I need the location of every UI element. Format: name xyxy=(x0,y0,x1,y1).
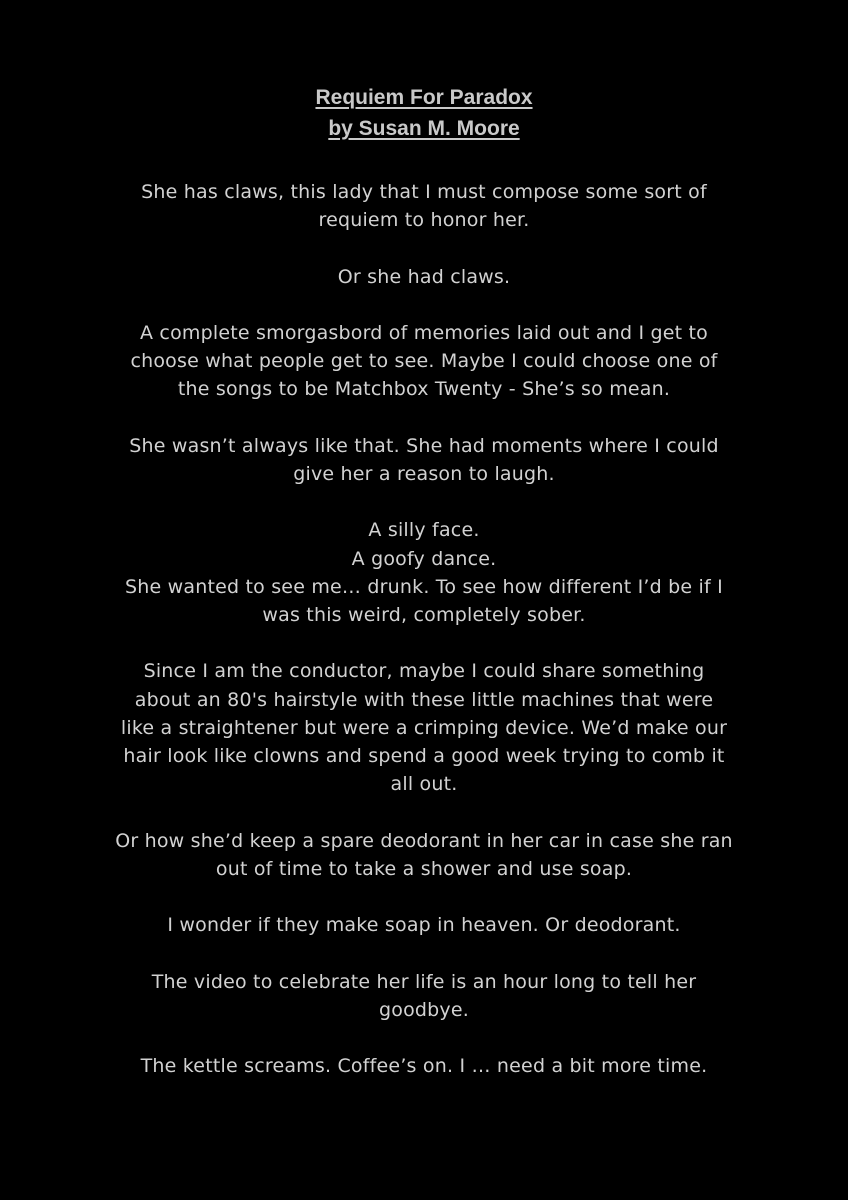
document-byline: by Susan M. Moore xyxy=(328,117,520,140)
text-line: goodbye. xyxy=(378,998,469,1021)
text-line: give her a reason to laugh. xyxy=(293,462,555,485)
text-line: Since I am the conductor, maybe I could share something xyxy=(143,660,705,683)
text-line: Or she had claws. xyxy=(337,265,511,288)
text-line: Or how she’d keep a spare deodorant in her car in case she ran xyxy=(115,829,733,852)
paragraph-8 xyxy=(100,911,748,939)
text-line: requiem to honor her. xyxy=(318,209,530,232)
paragraph-1 xyxy=(100,178,748,234)
text-line: She wanted to see me… drunk. To see how different I’d be if I xyxy=(125,575,723,598)
text-line: out of time to take a shower and use soap. xyxy=(215,857,633,880)
text-line: hair look like clowns and spend a good week trying to comb it xyxy=(123,744,725,767)
text-line: all out. xyxy=(390,773,458,796)
paragraph-10 xyxy=(100,1052,748,1080)
text-line: She wasn’t always like that. She had moments where I could xyxy=(129,434,719,457)
text-line: She has claws, this lady that I must compose some sort of xyxy=(141,181,707,203)
paragraph-6 xyxy=(100,657,748,798)
text-line: about an 80's hairstyle with these little machines that were xyxy=(134,688,714,711)
text-line: I wonder if they make soap in heaven. Or deodorant. xyxy=(167,914,681,937)
text-line: A complete smorgasbord of memories laid out and I get to xyxy=(140,321,708,344)
text-line: the songs to be Matchbox Twenty - She’s so mean. xyxy=(177,378,671,401)
text-line: The video to celebrate her life is an hour long to tell her xyxy=(151,970,697,993)
paragraph-4 xyxy=(100,432,748,488)
text-line: like a straightener but were a crimping device. We’d make our xyxy=(120,716,728,739)
paragraph-2 xyxy=(100,263,748,291)
text-line: A goofy dance. xyxy=(351,547,497,570)
document-body xyxy=(100,178,748,1109)
text-line: The kettle screams. Coffee’s on. I … need a bit more time. xyxy=(140,1055,708,1078)
paragraph-7 xyxy=(100,827,748,883)
document-header xyxy=(0,82,848,144)
text-line: A silly face. xyxy=(368,519,480,542)
text-line: was this weird, completely sober. xyxy=(262,603,586,626)
text-line: choose what people get to see. Maybe I could choose one of xyxy=(130,350,718,373)
document-title: Requiem For Paradox xyxy=(315,86,533,109)
paragraph-3 xyxy=(100,319,748,404)
paragraph-5 xyxy=(100,516,748,629)
paragraph-9 xyxy=(100,968,748,1024)
